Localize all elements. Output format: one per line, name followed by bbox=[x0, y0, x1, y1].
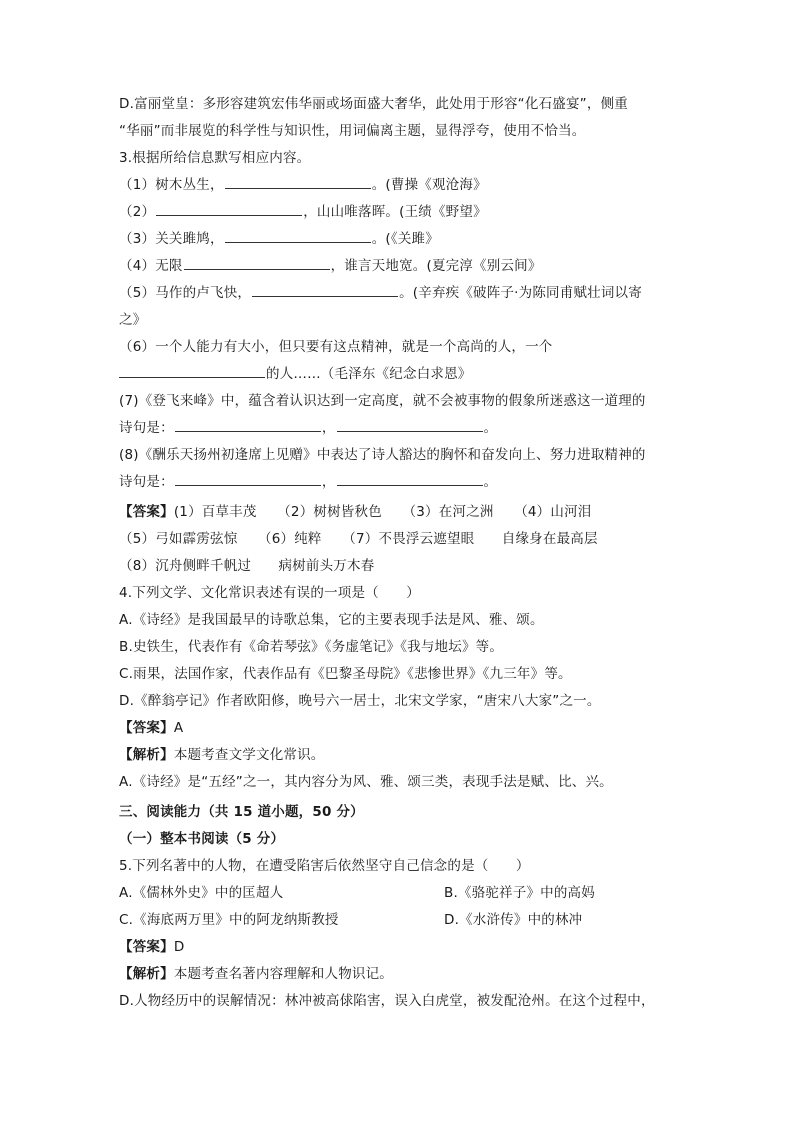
section-3-subtitle: （一）整本书阅读（5 分） bbox=[119, 831, 285, 847]
q3-answer bbox=[119, 499, 592, 526]
q5-analysis bbox=[119, 961, 393, 988]
q3-item-3-pre: （3）关关雎鸠， bbox=[119, 231, 224, 247]
fill-blank[interactable] bbox=[175, 470, 321, 486]
q3-item-5 bbox=[119, 280, 642, 307]
option-d-text-cont: “华丽”而非展览的科学性与知识性，用词偏离主题，显得浮夸，使用不恰当。 bbox=[119, 123, 586, 139]
q5-answer bbox=[119, 934, 184, 961]
q3-item-6-cont bbox=[119, 361, 472, 388]
q5-option-c: C.《海底两万里》中的阿龙纳斯教授 bbox=[119, 912, 339, 928]
q3-item-3 bbox=[119, 226, 439, 253]
q3-item-5-post: 。(辛弃疾《破阵子·为陈同甫赋壮词以寄 bbox=[399, 285, 642, 301]
q3-item-2 bbox=[119, 199, 487, 226]
section-3-title: 三、阅读能力（共 15 道小题，50 分） bbox=[119, 804, 364, 820]
q3-item-6-post: 的人……（毛泽东《纪念白求恩》 bbox=[266, 366, 472, 382]
q3-item-6: （6）一个人能力有大小，但只要有这点精神，就是一个高尚的人，一个 bbox=[119, 339, 553, 355]
q3-item-1 bbox=[119, 172, 487, 199]
q3-item-7-pre: 诗句是： bbox=[119, 420, 174, 436]
fill-blank[interactable] bbox=[225, 227, 371, 243]
q3-item-7-cont bbox=[119, 415, 497, 442]
q5-option-b: B.《骆驼祥子》中的高妈 bbox=[444, 885, 595, 901]
q5-option-d: D.《水浒传》中的林冲 bbox=[444, 912, 583, 928]
q3-item-7-mid: ， bbox=[321, 420, 336, 436]
q3-answer-3: （8）沉舟侧畔千帆过 病树前头万木春 bbox=[119, 558, 375, 574]
fill-blank[interactable] bbox=[225, 173, 371, 189]
q3-item-8-post: 。 bbox=[483, 474, 498, 490]
q4-option-a: A.《诗经》是我国最早的诗歌总集，它的主要表现手法是风、雅、颂。 bbox=[119, 612, 544, 628]
fill-blank[interactable] bbox=[175, 416, 321, 432]
q5-option-a: A.《儒林外史》中的匡超人 bbox=[119, 885, 284, 901]
analysis-label: 【解析】 bbox=[119, 747, 174, 763]
q4-option-d: D.《醉翁亭记》作者欧阳修，晚号六一居士，北宋文学家，“唐宋八大家”之一。 bbox=[119, 693, 601, 709]
fill-blank[interactable] bbox=[119, 362, 265, 378]
fill-blank[interactable] bbox=[337, 416, 483, 432]
q3-item-8-mid: ， bbox=[321, 474, 336, 490]
q3-item-2-post: ，山山唯落晖。(王绩《野望》 bbox=[303, 204, 487, 220]
q3-item-7-post: 。 bbox=[483, 420, 498, 436]
q5-options-row-1 bbox=[119, 880, 679, 907]
q3-answer-2: （5）弓如霹雳弦惊 （6）纯粹 （7）不畏浮云遮望眼 自缘身在最高层 bbox=[119, 531, 598, 547]
q4-answer bbox=[119, 715, 183, 742]
question-5-title: 5.下列名著中的人物，在遭受陷害后依然坚守自己信念的是（ ） bbox=[119, 858, 530, 874]
fill-blank[interactable] bbox=[184, 254, 330, 270]
q3-item-4 bbox=[119, 253, 542, 280]
q4-option-c: C.雨果，法国作家，代表作品有《巴黎圣母院》《悲惨世界》《九三年》等。 bbox=[119, 666, 572, 682]
answer-label: 【答案】 bbox=[119, 504, 174, 520]
q3-item-5-pre: （5）马作的卢飞快， bbox=[119, 285, 252, 301]
fill-blank[interactable] bbox=[156, 200, 302, 216]
answer-label: 【答案】 bbox=[119, 939, 174, 955]
q3-item-5-cont: 之》 bbox=[119, 312, 147, 328]
q3-item-1-post: 。(曹操《观沧海》 bbox=[371, 177, 487, 193]
q5-options-row-2 bbox=[119, 907, 679, 934]
q4-option-b: B.史铁生，代表作有《命若琴弦》《务虚笔记》《我与地坛》等。 bbox=[119, 639, 504, 655]
q4-answer-value: A bbox=[173, 720, 184, 736]
q3-item-4-post: ，谁言天地宽。(夏完淳《别云间》 bbox=[330, 258, 542, 274]
question-4-title: 4.下列文学、文化常识表述有误的一项是（ ） bbox=[119, 585, 420, 601]
question-3-title: 3.根据所给信息默写相应内容。 bbox=[119, 150, 311, 166]
q3-item-7: (7)《登飞来峰》中，蕴含着认识达到一定高度，就不会被事物的假象所迷惑这一道理的 bbox=[119, 393, 646, 409]
q4-analysis-2: A.《诗经》是“五经”之一，其内容分为风、雅、颂三类，表现手法是赋、比、兴。 bbox=[119, 774, 613, 790]
q5-analysis-text: 本题考查名著内容理解和人物识记。 bbox=[173, 966, 394, 982]
option-d-text: D.富丽堂皇：多形容建筑宏伟华丽或场面盛大奢华，此处用于形容“化石盛宴”，侧重 bbox=[119, 96, 628, 112]
analysis-label: 【解析】 bbox=[119, 966, 174, 982]
q3-item-8-cont bbox=[119, 469, 497, 496]
q4-analysis bbox=[119, 742, 325, 769]
q3-item-1-pre: （1）树木丛生， bbox=[119, 177, 224, 193]
q5-answer-value: D bbox=[173, 939, 185, 955]
answer-label: 【答案】 bbox=[119, 720, 174, 736]
q4-analysis-text: 本题考查文学文化常识。 bbox=[173, 747, 325, 763]
q3-answer-1: (1）百草丰茂 （2）树树皆秋色 （3）在河之洲 （4）山河泪 bbox=[173, 504, 592, 520]
q3-item-4-pre: （4）无限 bbox=[119, 258, 183, 274]
q3-item-8: (8)《酬乐天扬州初逢席上见赠》中表达了诗人豁达的胸怀和奋发向上、努力进取精神的 bbox=[119, 447, 646, 463]
q5-analysis-2: D.人物经历中的误解情况：林冲被高俅陷害，误入白虎堂，被发配沧州。在这个过程中， bbox=[119, 993, 655, 1009]
fill-blank[interactable] bbox=[337, 470, 483, 486]
fill-blank[interactable] bbox=[252, 281, 398, 297]
q3-item-2-pre: （2） bbox=[119, 204, 156, 220]
q3-item-3-post: 。(《关雎》 bbox=[371, 231, 439, 247]
q3-item-8-pre: 诗句是： bbox=[119, 474, 174, 490]
